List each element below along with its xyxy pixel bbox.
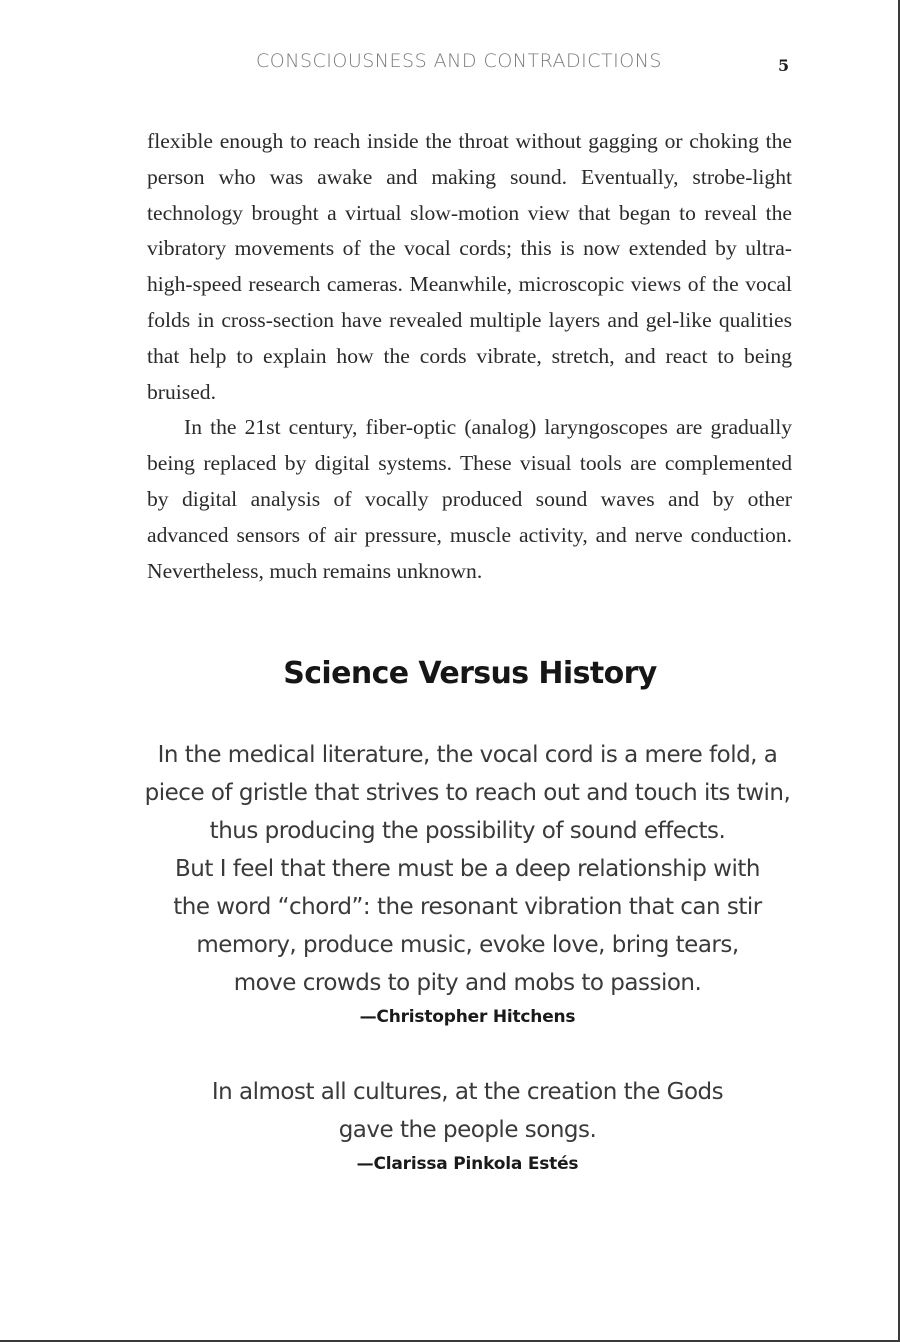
epigraph-line: In the medical literature, the vocal cord is a mere fold, a [157,742,778,768]
epigraph-line: move crowds to pity and mobs to passion. [233,970,702,996]
epigraph-line: gave the people songs. [338,1117,597,1143]
epigraph-attribution: —Christopher Hitchens [359,1007,576,1027]
epigraph-line: But I feel that there must be a deep relationship with [175,856,760,882]
epigraph-line: memory, produce music, evoke love, bring tears, [196,932,739,958]
epigraph-line: In almost all cultures, at the creation the Gods [211,1079,724,1105]
body-paragraph-2: In the 21st century, fiber-optic (analog) laryngoscopes are gradually being replaced by digital systems. These visual tools are complemented by digital analysis of vocally produced sound waves and by other advanced sensors of air pressure, muscle activity, and nerve conduction. Nevertheless, much remains unknown. [147,415,792,583]
section-title: Science Versus History [283,656,657,691]
epigraph-attribution: —Clarissa Pinkola Estés [356,1154,579,1174]
running-head: CONSCIOUSNESS AND CONTRADICTIONS [256,50,662,72]
body-text [147,124,792,589]
epigraph-hitchens [100,736,835,1032]
epigraph-line: piece of gristle that strives to reach out and touch its twin, [144,780,791,806]
body-paragraph-1: flexible enough to reach inside the throat without gagging or choking the person who was awake and making sound. Eventually, strobe-light technology brought a virtual slow-motion view that began to reveal the vibratory movements of the vocal cords; this is now extended by ultra-high-speed research cameras. Meanwhile, microscopic views of the vocal folds in cross-section have revealed multiple layers and gel-like qualities that help to explain how the cords vibrate, stretch, and react to being bruised. [147,129,792,404]
epigraph-line: the word “chord”: the resonant vibration that can stir [173,894,762,920]
epigraph-estes [100,1073,835,1179]
epigraph-line: thus producing the possibility of sound effects. [209,818,726,844]
page-number: 5 [778,56,790,75]
